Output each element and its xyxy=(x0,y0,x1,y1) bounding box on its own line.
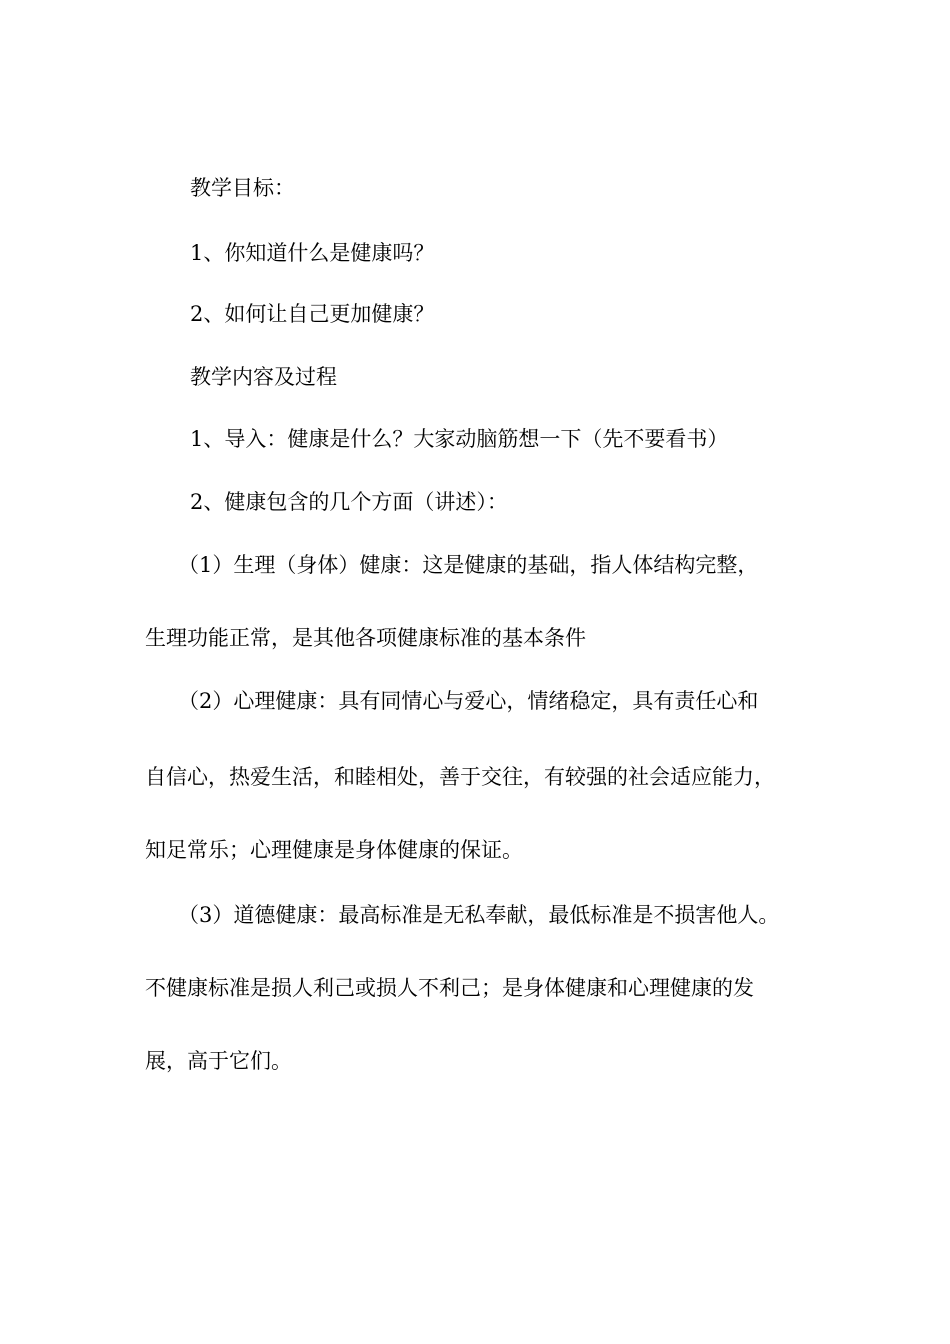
paragraph-moral-line-3: 展，高于它们。 xyxy=(145,1049,292,1073)
heading-content-process: 教学内容及过程 xyxy=(190,365,337,389)
heading-teaching-goals: 教学目标： xyxy=(190,176,295,200)
process-item-2: 2、健康包含的几个方面（讲述）： xyxy=(190,490,508,514)
paragraph-physical-line-1: （1）生理（身体）健康：这是健康的基础，指人体结构完整， xyxy=(178,553,759,577)
paragraph-physical-line-2: 生理功能正常，是其他各项健康标准的基本条件 xyxy=(145,626,586,650)
paragraph-moral-line-1: （3）道德健康：最高标准是无私奉献，最低标准是不损害他人。 xyxy=(178,903,780,927)
paragraph-mental-line-2: 自信心，热爱生活，和睦相处，善于交往，有较强的社会适应能力， xyxy=(145,765,775,789)
paragraph-mental-line-3: 知足常乐；心理健康是身体健康的保证。 xyxy=(145,838,523,862)
paragraph-mental-line-1: （2）心理健康：具有同情心与爱心，情绪稳定，具有责任心和 xyxy=(178,689,759,713)
paragraph-moral-line-2: 不健康标准是损人利己或损人不利己；是身体健康和心理健康的发 xyxy=(145,976,754,1000)
goal-item-2: 2、如何让自己更加健康？ xyxy=(190,302,435,326)
process-item-1: 1、导入：健康是什么？大家动脑筋想一下（先不要看书） xyxy=(190,427,729,451)
goal-item-1: 1、你知道什么是健康吗？ xyxy=(190,241,435,265)
